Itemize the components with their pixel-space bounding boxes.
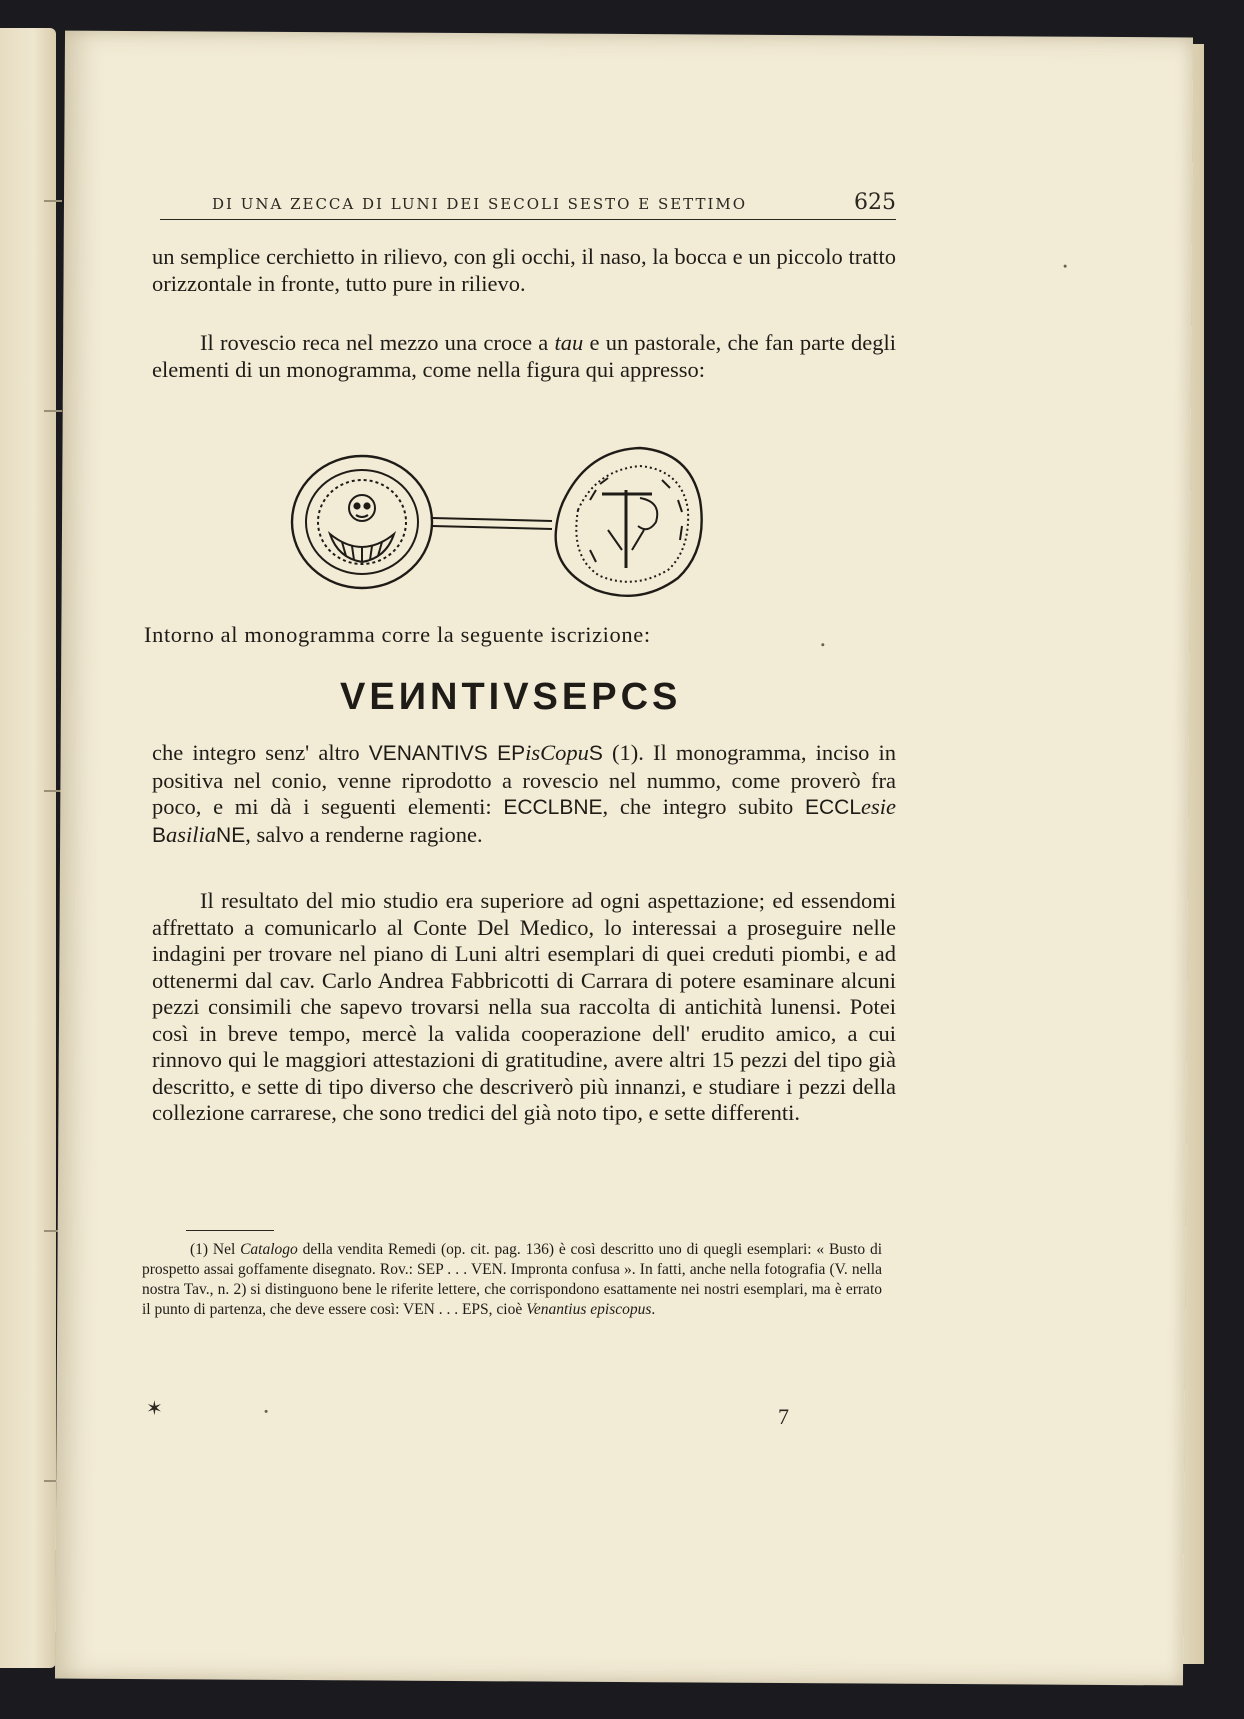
- paper-speck: [265, 1410, 268, 1413]
- ne-letters: NE: [216, 823, 246, 847]
- footnote-text-c: .: [651, 1301, 656, 1318]
- coin-illustration: [290, 430, 750, 630]
- paragraph-2: [152, 330, 896, 383]
- paragraph-4: Il resultato del mio studio era superiore ad ogni aspettazione; ed essendomi affrettato a comunicarlo al Conte Del Medico, lo interessai a proseguire nelle indagini per trovare nel piano di Luni altri esemplari di quei creduti piombi, e ad ottenermi dal cav. Carlo Andrea Fabbricotti di Carrara di potere esaminare alcuni pezzi consimili che sapevo trovarsi nella sua raccolta di antichità lunensi. Potei così in breve tempo, mercè la valida cooperazione dell' erudito amico, a cui rinnovo qui le maggiori attestazioni di gratitudine, avere altri 15 pezzi del tipo già descritto, e sette di tipo diverso che descriverò più innanzi, e studiare i pezzi della collezione carrarese, che sono tredici del già noto tipo, e sette differenti.: [152, 888, 896, 1125]
- s-letter: S: [588, 742, 603, 765]
- footnote-rule: [186, 1230, 274, 1231]
- reverse-coin: [556, 448, 702, 596]
- asilia-italic: asilia: [166, 821, 217, 847]
- binding-stitch: [44, 200, 62, 202]
- binding-stitch: [44, 790, 62, 792]
- esie-italic: esie: [861, 794, 896, 819]
- venantivs-ep: VENANTIVS EP: [368, 742, 526, 765]
- footnote: [142, 1240, 882, 1320]
- footnote-text-a: (1) Nel: [190, 1241, 241, 1258]
- asterisk-mark: ✶: [146, 1396, 163, 1420]
- page-number: 625: [854, 190, 896, 215]
- iscopu-italic: isCopu: [525, 740, 589, 765]
- b-letter: B: [152, 823, 167, 847]
- footnote-catalogo: Catalogo: [240, 1241, 298, 1258]
- connecting-bar: [432, 518, 552, 529]
- footnote-venantius: Venantius episcopus: [526, 1301, 652, 1318]
- paragraph-2-text-b: e un pastorale, che fan parte degli elementi di un monogramma, come nella figura qui appresso:: [152, 330, 897, 382]
- paragraph-3-text-d: , salvo a renderne ragione.: [245, 821, 483, 847]
- paragraph-3-text-c: , che integro subito: [602, 794, 805, 819]
- ecclbne: ECCLBNE: [503, 796, 603, 819]
- figure-caption: Intorno al monogramma corre la seguente iscrizione:: [144, 622, 651, 647]
- paragraph-3-text-b: (1). Il monogramma, inciso in positiva nel conio, venne riprodotto a rovescio nel nummo, come proverò fra poco, e mi dà i seguenti elementi:: [152, 740, 896, 819]
- paragraph-2-text-a: Il rovescio reca nel mezzo una croce a: [200, 330, 555, 355]
- running-title: DI UNA ZECCA DI LUNI DEI SECOLI SESTO E SETTIMO: [212, 195, 748, 213]
- obverse-coin: [292, 456, 432, 588]
- signature-mark: 7: [778, 1404, 789, 1429]
- running-head: [160, 190, 896, 220]
- footnote-text-b: della vendita Remedi (op. cit. pag. 136) è così descritto uno di quegli esemplari: « Busto di prospetto assai goffamente disegnato. Rov.: SEP . . . VEN. Impronta confusa ». In fatti, anche nella fotografia (V. nella nostra Tav., n. 2) si distinguono bene le riferite lettere, che corrispondono esattamente nei nostri esemplari, ma è errato il punto di partenza, che deve essere così: VEN . . . EPS, cioè: [142, 1241, 882, 1318]
- paragraph-2-italic: tau: [554, 330, 584, 355]
- paragraph-1: un semplice cerchietto in rilievo, con gli occhi, il naso, la bocca e un piccolo tratto orizzontale in fronte, tutto pure in rilievo.: [152, 244, 896, 296]
- paper-speck: [1064, 265, 1067, 268]
- inscription: VEИNTIVSEPCS: [340, 676, 682, 718]
- paragraph-3-text-a: che integro senz' altro: [152, 740, 369, 765]
- left-page-edge: [0, 28, 56, 1668]
- binding-stitch: [44, 410, 62, 412]
- paragraph-3: [152, 740, 896, 849]
- eccl: ECCL: [804, 796, 862, 819]
